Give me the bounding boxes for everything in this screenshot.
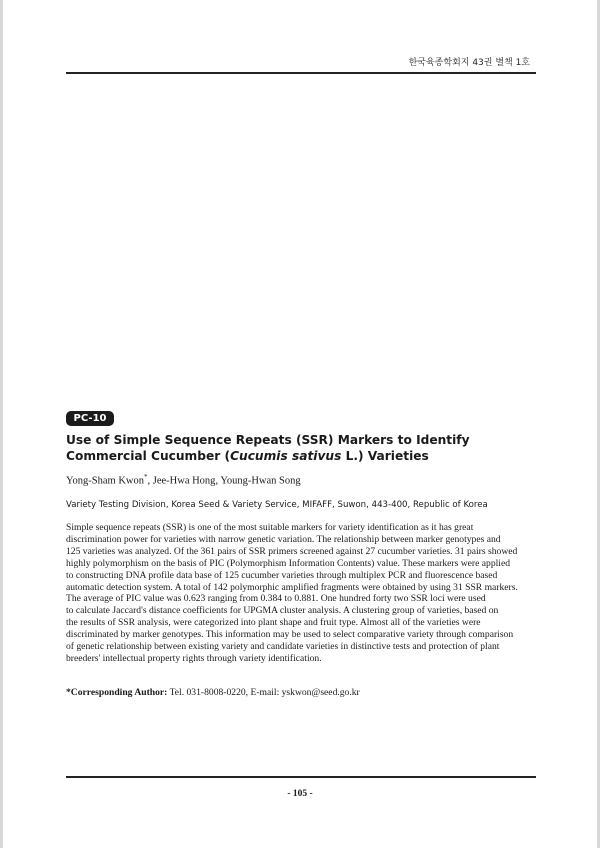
paper-id-badge: PC-10 — [66, 411, 114, 426]
abstract-line: The average of PIC value was 0.623 ranging from 0.384 to 0.881. One hundred forty two SSR loci were used — [66, 593, 486, 605]
abstract-line: discrimination power for varieties with narrow genetic variation. The relationship between marker genotypes and — [66, 533, 501, 545]
abstract-line: highly polymorphism on the basis of PIC (Polymorphism Information Contents) value. These markers were applied — [66, 557, 510, 569]
author-name: Jee-Hwa Hong — [152, 475, 216, 487]
abstract-line: the results of SSR analysis, were categorized into plant shape and fruit type. Almost all of the varieties were — [66, 617, 481, 629]
footer-rule — [66, 776, 536, 778]
corresponding-author — [66, 687, 536, 698]
journal-header: 한국육종학회지 43권 별책 1호 — [408, 58, 530, 68]
abstract-line: breeders' intellectual property rights through variety identification. — [66, 652, 322, 664]
page-edge-left — [0, 0, 3, 848]
corresponding-contact: Tel. 031-8008-0220, E-mail: yskwon@seed.go.kr — [167, 687, 360, 698]
affiliation: Variety Testing Division, Korea Seed & Variety Service, MIFAFF, Suwon, 443-400, Republic of Korea — [66, 500, 488, 510]
abstract-line: Simple sequence repeats (SSR) is one of the most suitable markers for variety identification as it has great — [66, 522, 474, 533]
abstract-line: discriminated by marker genotypes. This information may be used to select comparative variety through comparison — [66, 629, 514, 641]
author-name: Young-Hwan Song — [220, 475, 301, 487]
abstract-line: of genetic relationship between existing variety and candidate varieties in distinctive tests and protection of plant — [66, 641, 500, 653]
abstract — [66, 522, 536, 665]
author-name: Yong-Sham Kwon — [66, 475, 144, 487]
title-species-italic: Cucumis sativus — [230, 449, 342, 463]
title-part-2: L.) Varieties — [341, 449, 429, 463]
paper-title — [66, 432, 546, 464]
header-rule — [66, 72, 536, 74]
corresponding-label: *Corresponding Author: — [66, 687, 168, 698]
author-list: Yong-Sham Kwon*, Jee-Hwa Hong, Young-Hwan Song — [66, 473, 301, 487]
page-number: - 105 - — [287, 789, 313, 799]
title-part-1: Use of Simple Sequence Repeats (SSR) Markers to Identify Commercial Cucumber ( — [66, 433, 470, 463]
corresponding-mark: * — [144, 473, 148, 481]
abstract-line: to constructing DNA profile data base of 125 cucumber varieties through multiplex PCR and fluorescence based — [66, 569, 498, 581]
abstract-line: 125 varieties was analyzed. Of the 361 pairs of SSR primers screened against 27 cucumber varieties. 31 pairs showed — [66, 545, 518, 557]
abstract-line: to calculate Jaccard's distance coefficients for UPGMA cluster analysis. A clustering group of varieties, based on — [66, 605, 499, 617]
abstract-line: automatic detection system. A total of 142 polymorphic amplified fragments were obtained by using 31 SSR markers. — [66, 581, 518, 593]
